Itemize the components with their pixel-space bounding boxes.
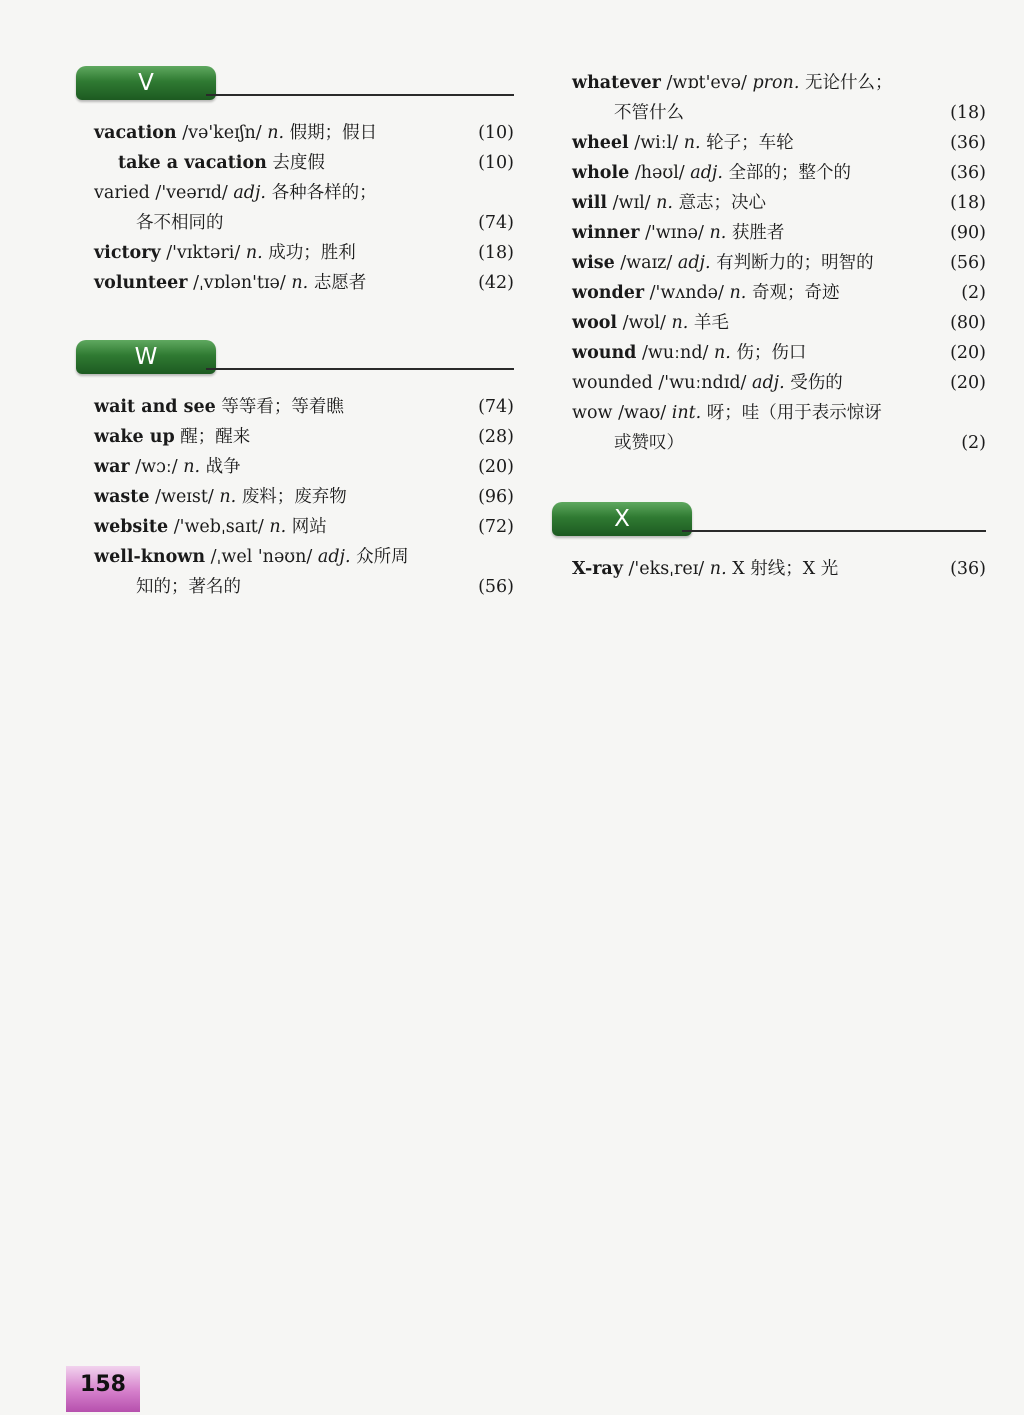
part-of-speech: adj. [677,253,711,273]
definition: 等等看；等着瞧 [221,397,344,417]
dict-entry [572,248,986,278]
definition: 有判断力的；明智的 [716,253,874,273]
dict-entry [572,278,986,308]
headword: wound [572,343,637,363]
dict-entry [94,148,514,178]
part-of-speech: int. [671,403,702,423]
headword: take a vacation [118,153,267,173]
entry-list-w [94,392,514,602]
definition: 众所周 [356,547,409,567]
definition: 成功；胜利 [268,243,356,263]
page-ref: (56) [478,577,514,597]
definition: 各不相同的 [136,213,224,233]
pronunciation: /həʊl/ [634,163,685,183]
pronunciation: /waʊ/ [618,403,667,423]
headword: wow [572,403,613,423]
pronunciation: /'webˌsaɪt/ [173,517,264,537]
dict-entry [572,128,986,158]
dict-entry-continuation [572,428,986,458]
page-ref: (18) [950,103,986,123]
pronunciation: /ˌwel 'nəʊn/ [210,547,313,567]
page-ref: (36) [950,559,986,579]
definition: 各种各样的； [271,183,377,203]
section-rule [206,368,514,370]
part-of-speech: n. [245,243,263,263]
definition: 呀；哇（用于表示惊讶 [706,403,882,423]
pronunciation: /wuːnd/ [642,343,709,363]
page-ref: (74) [478,397,514,417]
pronunciation: /ˌvɒlən'tɪə/ [193,273,286,293]
page-ref: (56) [950,253,986,273]
pronunciation: /wʊl/ [622,313,666,333]
dict-entry [94,482,514,512]
page-ref: (20) [950,343,986,363]
part-of-speech: adj. [317,547,351,567]
dict-entry [572,308,986,338]
page-ref: (2) [961,283,986,303]
part-of-speech: adj. [690,163,723,183]
headword: varied [94,183,150,203]
page-ref: (80) [950,313,986,333]
definition: 伤；伤口 [736,343,807,363]
headword: wheel [572,133,629,153]
definition: 去度假 [272,153,325,173]
page-ref: (90) [950,223,986,243]
dict-entry [94,118,514,148]
page-ref: (10) [478,123,514,143]
dict-entry [94,512,514,542]
definition: 奇观；奇迹 [751,283,840,303]
dict-entry [94,392,514,422]
entry-list-v [94,118,514,298]
pronunciation: /'eksˌreɪ/ [628,559,705,579]
section-rule [682,530,986,532]
page-ref: (20) [950,373,986,393]
definition: 假期；假日 [289,123,378,143]
page-ref: (72) [478,517,514,537]
section-tab-x: X [552,502,692,536]
dict-entry [572,188,986,218]
headword: wonder [572,283,645,303]
pronunciation: /wɒt'evə/ [666,73,747,93]
pronunciation: /'veərɪd/ [155,183,228,203]
dict-entry [572,398,986,428]
dict-entry [572,554,986,584]
headword: website [94,517,169,537]
dict-entry-continuation [94,208,514,238]
headword: wounded [572,373,653,393]
part-of-speech: n. [671,313,689,333]
definition: 受伤的 [790,373,843,393]
definition: 或赞叹） [614,433,684,453]
definition: X 射线；X 光 [732,559,839,579]
definition: 获胜者 [731,223,785,243]
headword: will [572,193,608,213]
page-ref: (18) [950,193,986,213]
dict-entry [94,178,514,208]
pronunciation: /'wɪnə/ [645,223,704,243]
part-of-speech: n. [709,559,727,579]
pronunciation: /waɪz/ [620,253,673,273]
section-header-v [76,66,514,100]
headword: whole [572,163,630,183]
headword: winner [572,223,640,243]
page-ref: (2) [961,433,986,453]
page-ref: (42) [478,273,514,293]
entry-list-x [572,554,986,584]
page-ref: (20) [478,457,514,477]
definition: 羊毛 [693,313,729,333]
definition: 战争 [205,457,241,477]
page-ref: (36) [950,133,986,153]
part-of-speech: n. [269,517,287,537]
dict-entry-continuation [94,572,514,602]
dict-entry [572,158,986,188]
dict-entry [94,542,514,572]
part-of-speech: n. [267,123,285,143]
dict-entry [94,238,514,268]
pronunciation: /weɪst/ [155,487,214,507]
page-ref: (74) [478,213,514,233]
pronunciation: /wɔː/ [135,457,178,477]
entry-list-w-continued [572,68,986,458]
part-of-speech: n. [683,133,701,153]
dict-entry [572,68,986,98]
dict-entry [572,338,986,368]
definition: 知的；著名的 [136,577,241,597]
headword: X-ray [572,559,623,579]
headword: victory [94,243,161,263]
part-of-speech: adj. [752,373,785,393]
section-tab-w: W [76,340,216,374]
headword: vacation [94,123,177,143]
pronunciation: /'wʌndə/ [649,283,724,303]
page-ref: (96) [478,487,514,507]
headword: war [94,457,130,477]
dict-entry [572,218,986,248]
dict-entry [94,452,514,482]
page-ref: (28) [478,427,514,447]
pronunciation: /'wuːndɪd/ [658,373,747,393]
pronunciation: /wɪl/ [612,193,651,213]
page-number: 158 [66,1366,140,1412]
definition: 废料；废弃物 [241,487,347,507]
dict-entry [94,268,514,298]
part-of-speech: n. [709,223,727,243]
part-of-speech: pron. [752,73,800,93]
headword: well-known [94,547,206,567]
page-ref: (18) [478,243,514,263]
part-of-speech: n. [219,487,237,507]
headword: wise [572,253,615,273]
headword: waste [94,487,150,507]
definition: 全部的；整个的 [728,163,851,183]
section-header-w [76,340,514,374]
part-of-speech: n. [729,283,747,303]
definition: 无论什么； [804,73,893,93]
section-tab-v: V [76,66,216,100]
headword: whatever [572,73,661,93]
section-rule [206,94,514,96]
page-ref: (10) [478,153,514,173]
headword: volunteer [94,273,188,293]
page-ref: (36) [950,163,986,183]
dict-entry-continuation [572,98,986,128]
definition: 醒；醒来 [180,427,251,447]
headword: wait and see [94,397,216,417]
headword: wake up [94,427,175,447]
dict-entry [572,368,986,398]
part-of-speech: n. [656,193,673,213]
definition: 意志；决心 [678,193,767,213]
definition: 轮子；车轮 [706,133,794,153]
section-header-x [552,502,986,536]
part-of-speech: n. [291,273,309,293]
definition: 志愿者 [313,273,367,293]
pronunciation: /wiːl/ [634,133,679,153]
part-of-speech: adj. [233,183,266,203]
pronunciation: /və'keɪʃn/ [182,123,262,143]
part-of-speech: n. [183,457,201,477]
pronunciation: /'vɪktəri/ [166,243,241,263]
part-of-speech: n. [714,343,731,363]
definition: 网站 [291,517,327,537]
dict-entry [94,422,514,452]
definition: 不管什么 [614,103,684,123]
headword: wool [572,313,618,333]
